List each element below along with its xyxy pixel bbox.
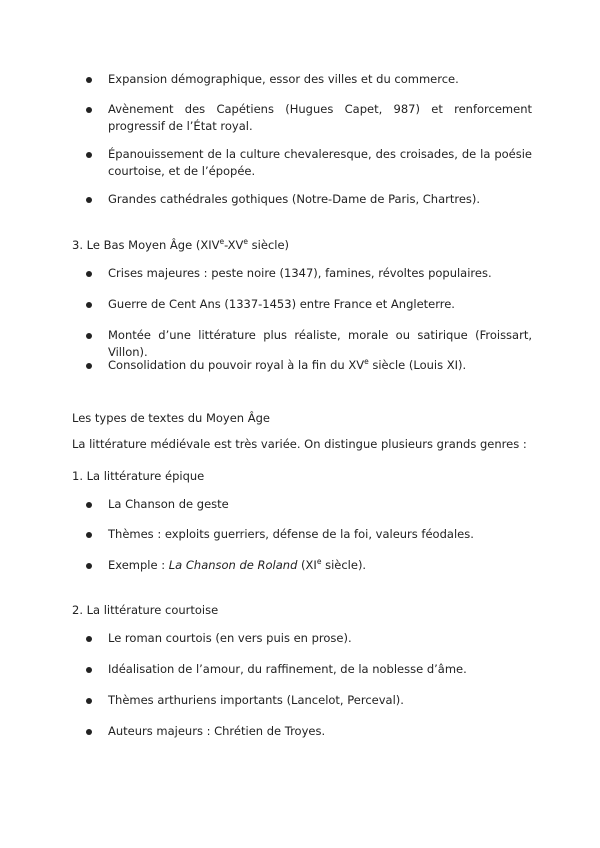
list-item: Consolidation du pouvoir royal à la fin du XVe siècle (Louis XI). — [92, 357, 532, 374]
list-item: Le roman courtois (en vers puis en prose). — [92, 630, 532, 647]
bullet-icon — [86, 636, 92, 642]
bullet-icon — [86, 363, 92, 369]
bullet-icon — [86, 532, 92, 538]
bullet-icon — [86, 152, 92, 158]
list-item: Exemple : La Chanson de Roland (XIe siècle). — [92, 557, 532, 574]
intro-paragraph: La littérature médiévale est très variée. On distingue plusieurs grands genres : — [72, 437, 527, 451]
list-item: La Chanson de geste — [92, 496, 532, 513]
list-item: Grandes cathédrales gothiques (Notre-Dame de Paris, Chartres). — [92, 191, 532, 208]
bullet-icon — [86, 333, 92, 339]
bullet-icon — [86, 502, 92, 508]
bullet-icon — [86, 197, 92, 203]
list-item: Auteurs majeurs : Chrétien de Troyes. — [92, 723, 532, 740]
list-item: Thèmes : exploits guerriers, défense de la foi, valeurs féodales. — [92, 526, 532, 543]
bullet-icon — [86, 302, 92, 308]
list-item: Avènement des Capétiens (Hugues Capet, 987) et renforcement progressif de l’État royal. — [92, 101, 532, 135]
bullet-icon — [86, 107, 92, 113]
list-item: Guerre de Cent Ans (1337-1453) entre France et Angleterre. — [92, 296, 532, 313]
list-item: Montée d’une littérature plus réaliste, morale ou satirique (Froissart, Villon). — [92, 327, 532, 361]
section-heading-bas-moyen-age: 3. Le Bas Moyen Âge (XIVe-XVe siècle) — [72, 237, 290, 252]
bullet-icon — [86, 563, 92, 569]
list-item: Idéalisation de l’amour, du raffinement, de la noblesse d’âme. — [92, 661, 532, 678]
list-item: Expansion démographique, essor des villes et du commerce. — [92, 71, 532, 88]
bullet-icon — [86, 698, 92, 704]
section-title-types: Les types de textes du Moyen Âge — [72, 411, 270, 425]
section-heading-epique: 1. La littérature épique — [72, 469, 205, 483]
section-heading-courtoise: 2. La littérature courtoise — [72, 603, 219, 617]
bullet-icon — [86, 729, 92, 735]
bullet-icon — [86, 77, 92, 83]
bullet-icon — [86, 667, 92, 673]
list-item: Thèmes arthuriens importants (Lancelot, Perceval). — [92, 692, 532, 709]
list-item: Épanouissement de la culture chevaleresque, des croisades, de la poésie courtoise, et de l’épopée. — [92, 146, 532, 180]
bullet-icon — [86, 271, 92, 277]
list-item: Crises majeures : peste noire (1347), famines, révoltes populaires. — [92, 265, 532, 282]
